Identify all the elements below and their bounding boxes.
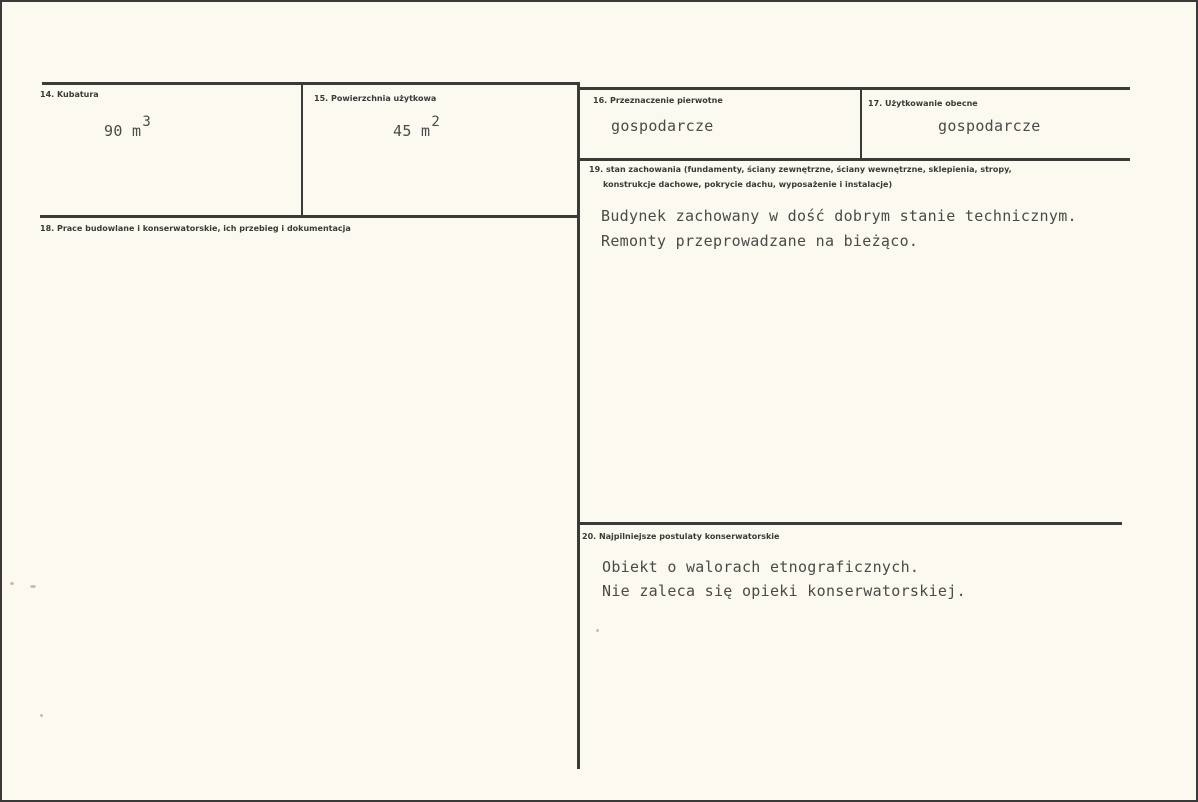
rule-under-16-17 <box>580 158 1130 161</box>
paper-speck <box>10 582 14 585</box>
field-19-text-line2: Remonty przeprowadzane na bieżąco. <box>601 232 919 250</box>
field-15-exponent: 2 <box>431 114 441 130</box>
divider-14-15 <box>301 84 303 218</box>
field-20-label: 20. Najpilniejsze postulaty konserwatorskie <box>582 532 780 541</box>
field-20-text-line2: Nie zaleca się opieki konserwatorskiej. <box>602 582 966 600</box>
top-rule-left <box>42 82 580 85</box>
top-rule-right <box>580 87 1130 90</box>
field-15-label: 15. Powierzchnia użytkowa <box>314 94 437 103</box>
field-14-number: 90 m <box>104 122 142 140</box>
field-14-value <box>104 114 152 140</box>
field-18-label: 18. Prace budowlane i konserwatorskie, ich przebieg i dokumentacja <box>40 224 351 233</box>
field-16-value: gospodarcze <box>611 117 714 135</box>
rule-under-14-15 <box>40 215 580 218</box>
field-19-label-line2: konstrukcje dachowe, pokrycie dachu, wyposażenie i instalacje) <box>603 180 893 189</box>
main-vertical-divider <box>577 85 580 769</box>
field-16-label: 16. Przeznaczenie pierwotne <box>593 96 723 105</box>
field-20-text-line1: Obiekt o walorach etnograficznych. <box>602 558 920 576</box>
divider-16-17 <box>860 90 862 158</box>
document-card <box>2 2 1196 800</box>
field-19-label-line1: 19. stan zachowania (fundamenty, ściany zewnętrzne, ściany wewnętrzne, sklepienia, stropy, <box>589 165 1012 174</box>
field-17-label: 17. Użytkowanie obecne <box>868 99 978 108</box>
paper-speck <box>40 714 43 717</box>
paper-speck <box>596 629 599 632</box>
paper-speck <box>30 585 36 588</box>
rule-above-20 <box>577 522 1122 525</box>
field-14-exponent: 3 <box>142 114 152 130</box>
field-15-value <box>393 114 441 140</box>
field-19-text-line1: Budynek zachowany w dość dobrym stanie technicznym. <box>601 207 1077 225</box>
field-15-number: 45 m <box>393 122 431 140</box>
field-14-label: 14. Kubatura <box>40 90 99 99</box>
field-17-value: gospodarcze <box>938 117 1041 135</box>
